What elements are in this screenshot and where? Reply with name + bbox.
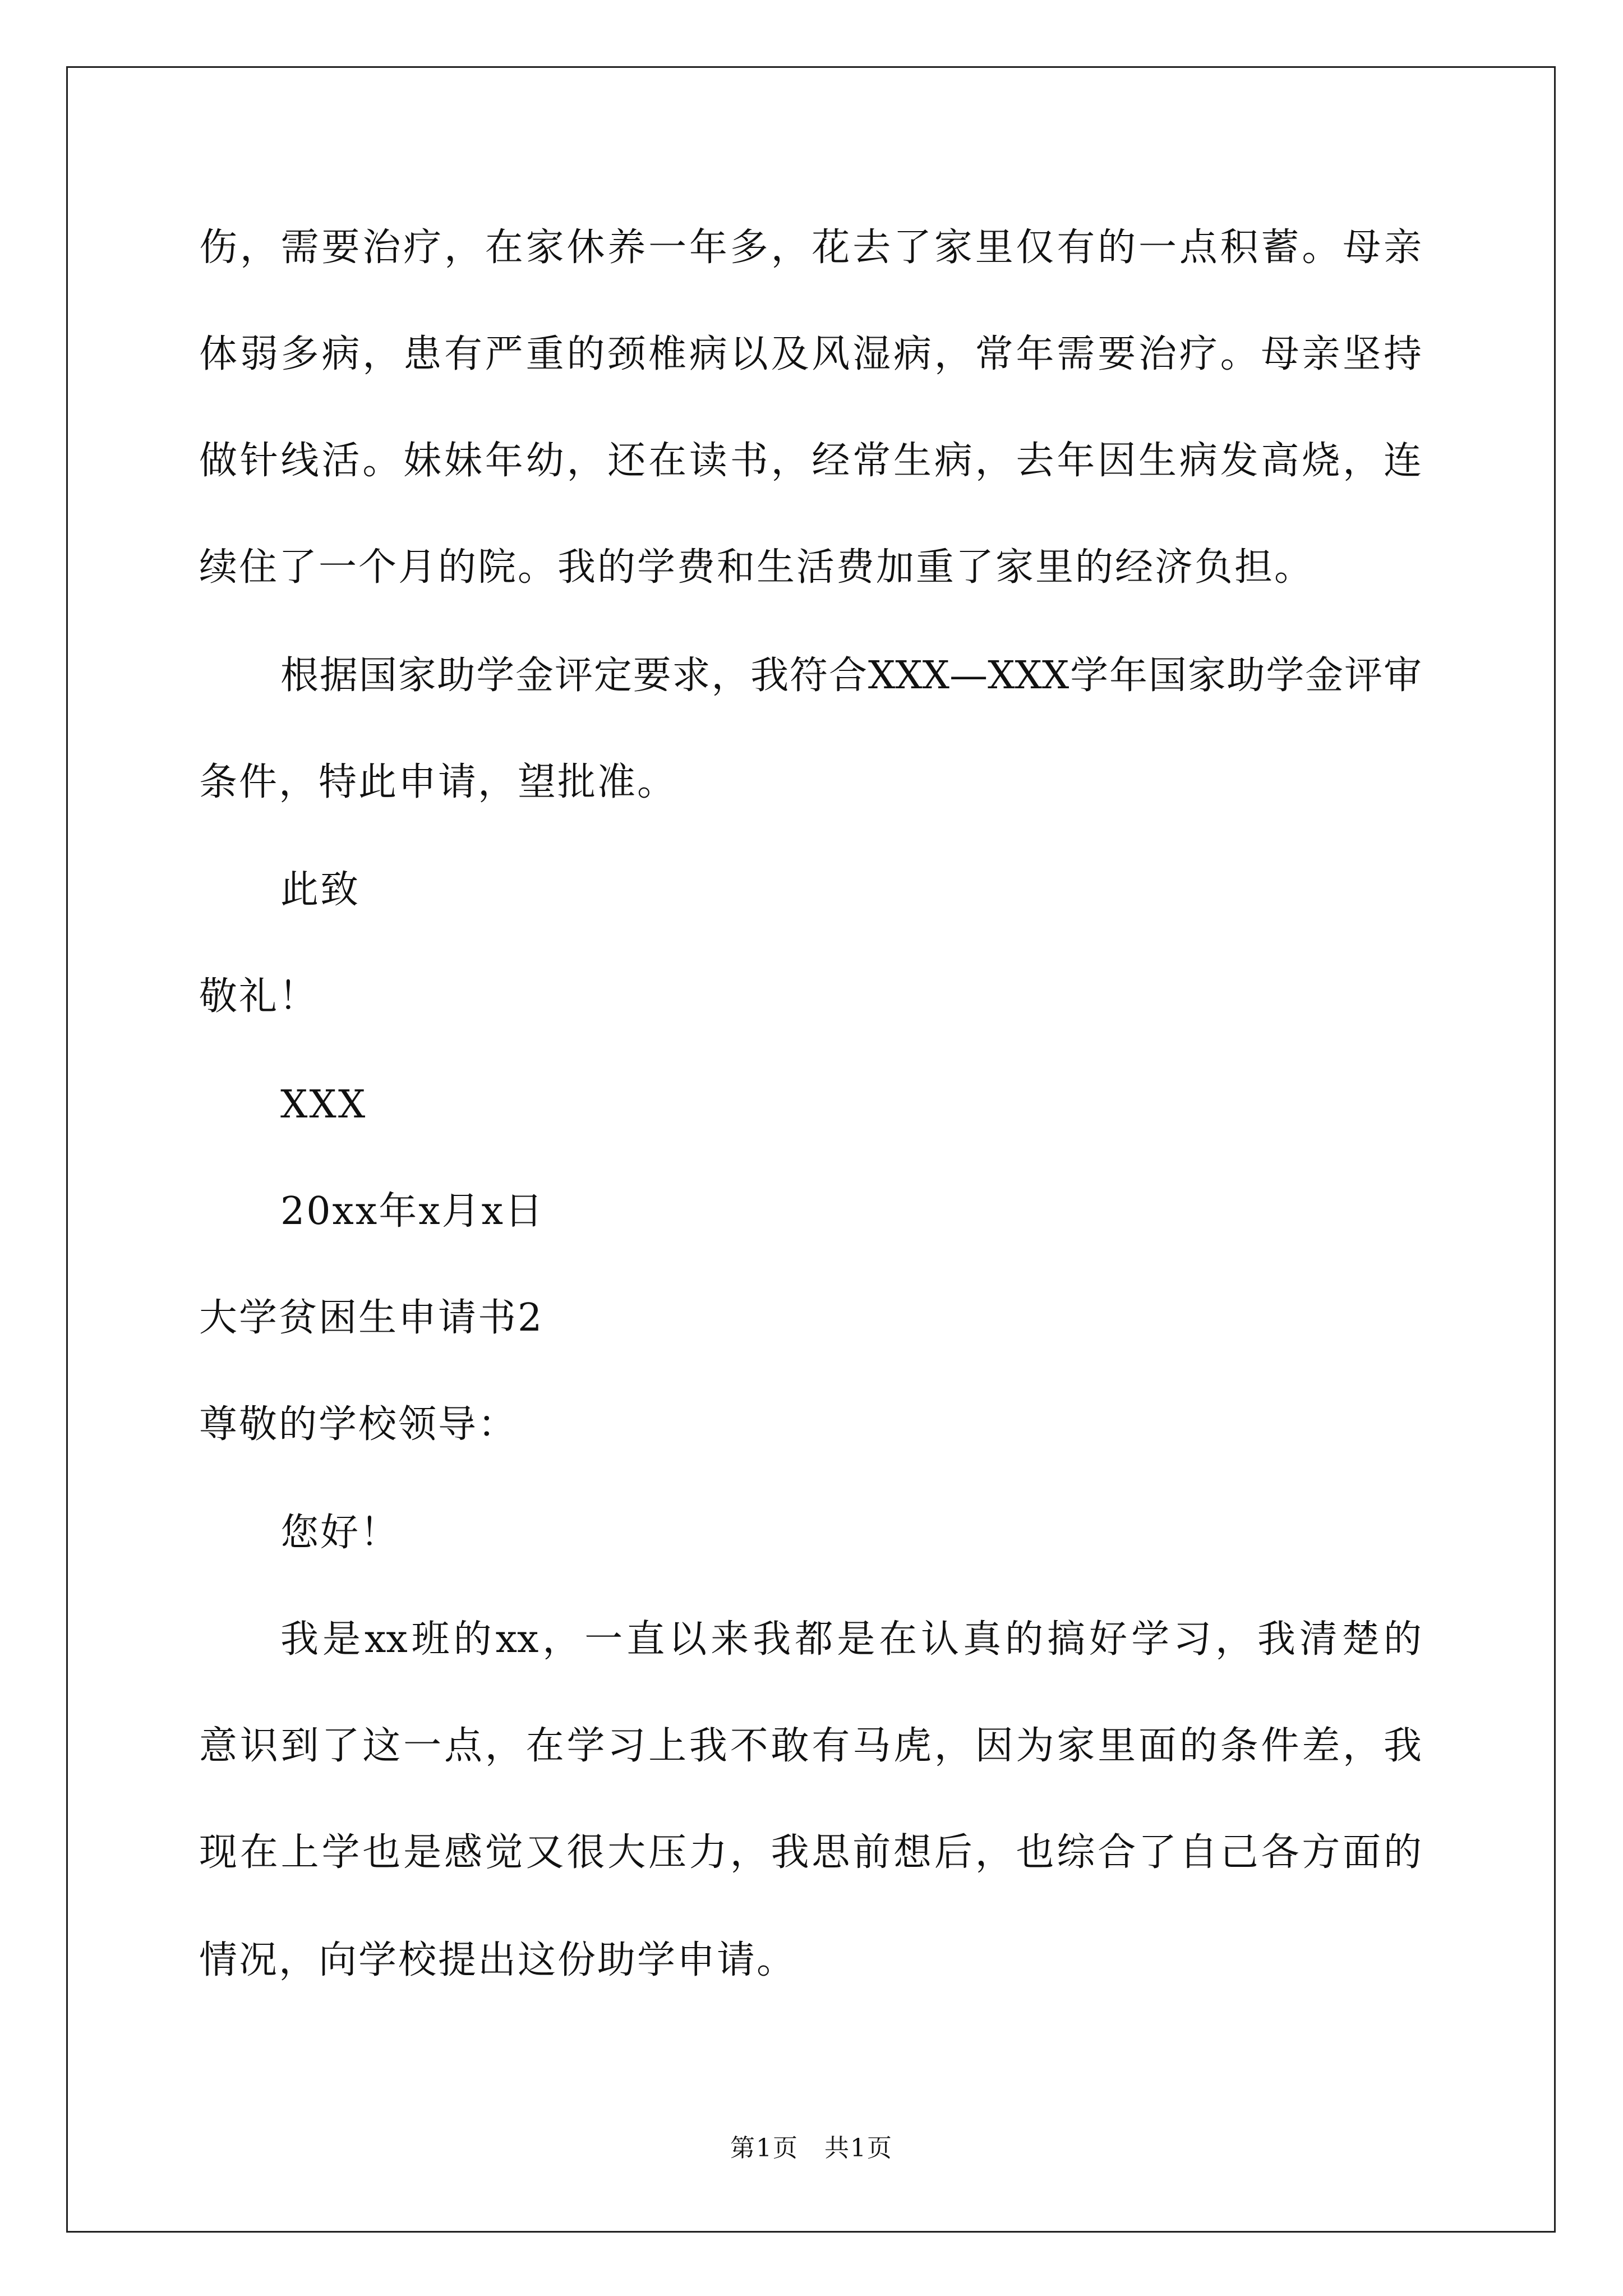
page-border [66, 66, 1556, 2233]
section-title: 大学贫困生申请书2 [199, 1296, 544, 1340]
paragraph-line: 伤，需要治疗，在家休养一年多，花去了家里仅有的一点积蓄。母亲 [199, 226, 1422, 270]
closing-text: 此致 [280, 868, 361, 912]
greeting-recipient: 尊敬的学校领导： [199, 1402, 518, 1447]
paragraph-line: 意识到了这一点，在学习上我不敢有马虎，因为家里面的条件差，我 [199, 1724, 1422, 1768]
signature-date: 20xx年x月x日 [280, 1189, 545, 1234]
signature-name: XXX [280, 1083, 367, 1127]
paragraph-line: 现在上学也是感觉又很大压力，我思前想后，也综合了自己各方面的 [199, 1830, 1422, 1875]
page-number-footer: 第1页 共1页 [730, 2134, 893, 2162]
paragraph-line: 续住了一个月的院。我的学费和生活费加重了家里的经济负担。 [199, 545, 1315, 590]
paragraph-line: 体弱多病，患有严重的颈椎病以及风湿病，常年需要治疗。母亲坚持 [199, 332, 1422, 376]
salutation-text: 敬礼！ [199, 974, 319, 1019]
paragraph-line: 根据国家助学金评定要求，我符合XXX—XXX学年国家助学金评审 [280, 654, 1422, 698]
paragraph-line: 条件，特此申请，望批准。 [199, 760, 677, 804]
paragraph-line: 做针线活。妹妹年幼，还在读书，经常生病，去年因生病发高烧，连 [199, 439, 1422, 483]
greeting-text: 您好！ [280, 1511, 400, 1555]
paragraph-line: 我是xx班的xx，一直以来我都是在认真的搞好学习，我清楚的 [280, 1617, 1422, 1662]
paragraph-line: 情况，向学校提出这份助学申请。 [199, 1938, 797, 1982]
